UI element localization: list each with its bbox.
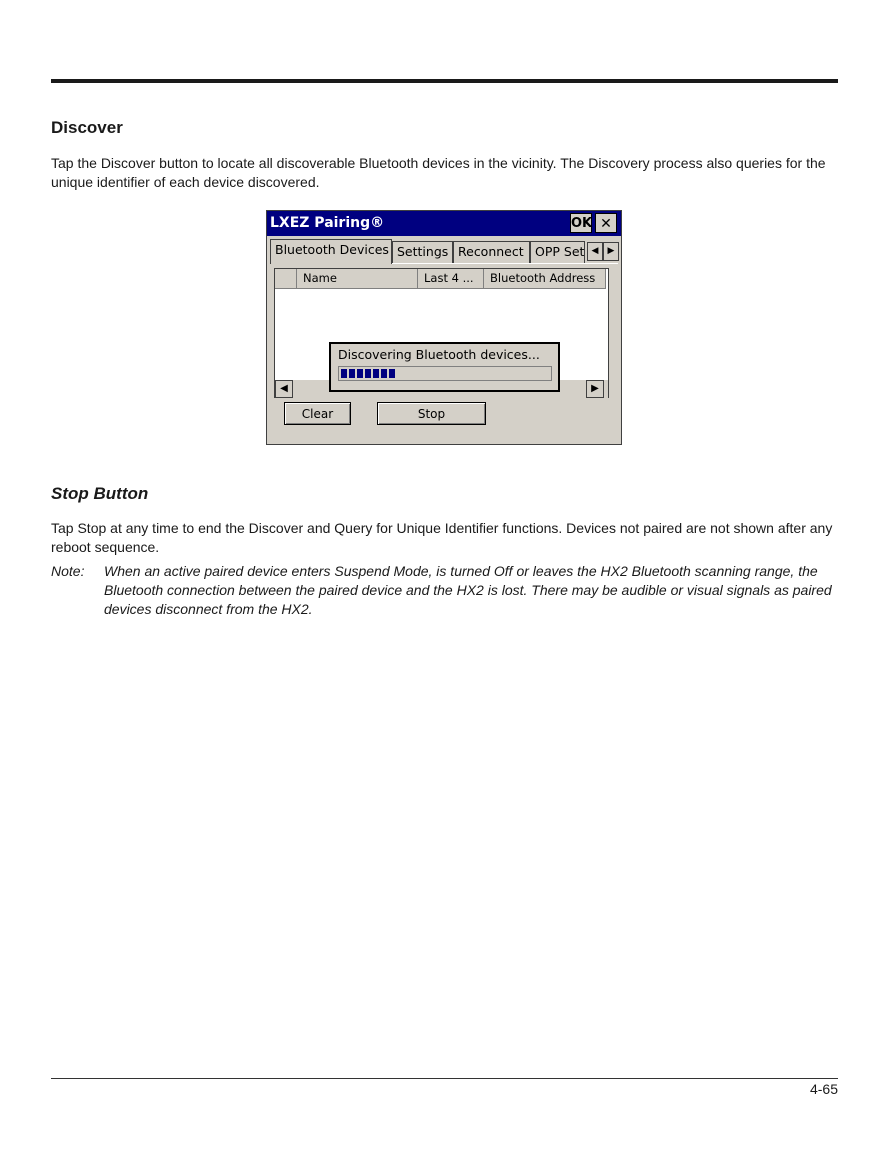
tab-reconnect[interactable]: Reconnect bbox=[453, 241, 530, 263]
close-icon[interactable]: ✕ bbox=[595, 213, 617, 233]
scroll-left-icon[interactable]: ◀ bbox=[275, 380, 293, 398]
tab-bluetooth-devices[interactable]: Bluetooth Devices bbox=[270, 239, 392, 264]
note-text: When an active paired device enters Suspend Mode, is turned Off or leaves the HX2 Bluetooth scanning range, the Bluetooth connection between the paired device and the HX2 is lost. There may be audible or visual signals as paired devices disconnect from the HX2. bbox=[104, 563, 832, 617]
progress-block bbox=[349, 369, 355, 378]
tab-scroll-left-icon[interactable]: ◀ bbox=[587, 242, 603, 261]
bottom-rule bbox=[51, 1078, 838, 1079]
progress-block bbox=[389, 369, 395, 378]
column-header-checkbox[interactable] bbox=[275, 269, 297, 289]
scroll-right-icon[interactable]: ▶ bbox=[586, 380, 604, 398]
progress-block bbox=[381, 369, 387, 378]
ok-button[interactable]: OK bbox=[570, 213, 592, 233]
lxez-pairing-window bbox=[266, 210, 622, 445]
heading-stop-button: Stop Button bbox=[51, 484, 149, 503]
progress-block bbox=[357, 369, 363, 378]
page-number: 4-65 bbox=[809, 1081, 838, 1097]
tab-scroll-right-icon[interactable]: ▶ bbox=[603, 242, 619, 261]
column-header-last4[interactable]: Last 4 ... bbox=[418, 269, 484, 289]
progress-block bbox=[365, 369, 371, 378]
window-title: LXEZ Pairing® bbox=[270, 215, 385, 231]
note-label: Note: bbox=[51, 563, 85, 579]
heading-discover: Discover bbox=[51, 118, 123, 137]
discovery-progress-bar bbox=[338, 366, 552, 381]
stop-button[interactable]: Stop bbox=[377, 402, 486, 425]
title-bar bbox=[267, 211, 621, 236]
note bbox=[51, 562, 841, 619]
progress-block bbox=[341, 369, 347, 378]
discovering-status-text: Discovering Bluetooth devices... bbox=[338, 347, 540, 362]
clear-button[interactable]: Clear bbox=[284, 402, 351, 425]
paragraph-stop: Tap Stop at any time to end the Discover and Query for Unique Identifier functions. Devices not paired are not shown after any reboot sequence. bbox=[51, 520, 833, 555]
top-rule bbox=[51, 79, 838, 83]
tab-settings[interactable]: Settings bbox=[392, 241, 453, 263]
tab-opp-settings[interactable]: OPP Set bbox=[530, 241, 585, 263]
progress-block bbox=[373, 369, 379, 378]
column-header-name[interactable]: Name bbox=[297, 269, 418, 289]
paragraph-discover: Tap the Discover button to locate all discoverable Bluetooth devices in the vicinity. The Discovery process also queries for the unique identifier of each device discovered. bbox=[51, 155, 826, 190]
column-header-bluetooth-address[interactable]: Bluetooth Address bbox=[484, 269, 606, 289]
discovering-dialog bbox=[329, 342, 560, 392]
